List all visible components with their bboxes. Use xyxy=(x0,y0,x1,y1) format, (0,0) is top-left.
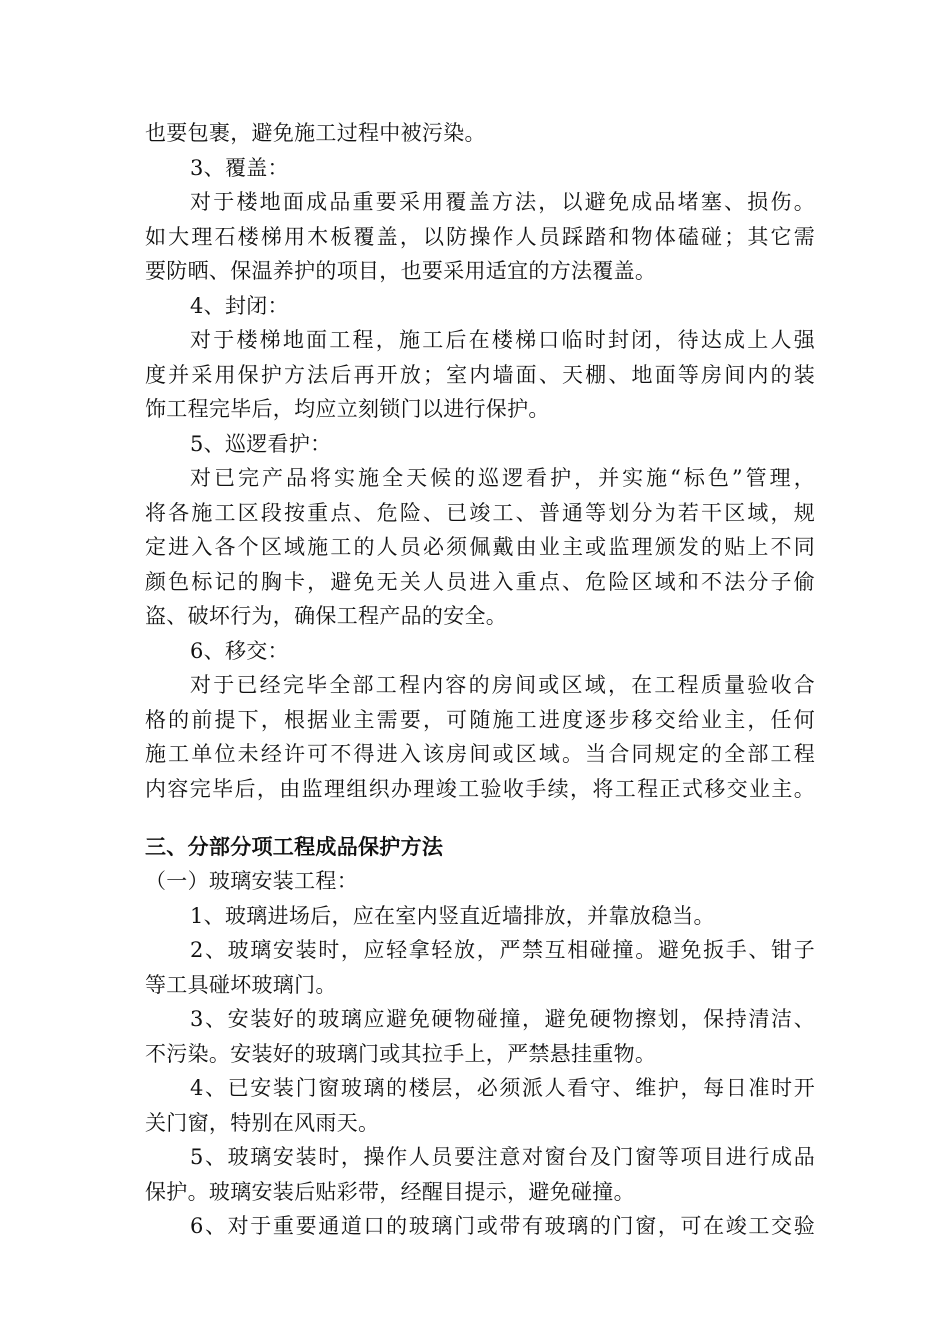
item-heading-cover: 3、覆盖： xyxy=(190,155,289,180)
list-item: 2、玻璃安装时，应轻拿轻放，严禁互相碰撞。避免扳手、钳子 xyxy=(190,938,815,962)
paragraph-line: 将各施工区段按重点、危险、已竣工、普通等划分为若干区域，规 xyxy=(145,500,815,525)
paragraph-line: 如大理石楼梯用木板覆盖，以防操作人员踩踏和物体磕碰；其它需 xyxy=(145,224,815,249)
paragraph-continuation: 也要包裹，避免施工过程中被污染。 xyxy=(145,121,486,145)
list-item-continuation: 保护。玻璃安装后贴彩带，经醒目提示，避免碰撞。 xyxy=(145,1179,635,1204)
paragraph-line: 要防晒、保温养护的项目，也要采用适宜的方法覆盖。 xyxy=(145,259,657,283)
item-heading-seal: 4、封闭： xyxy=(190,293,289,318)
paragraph-line: 对于已经完毕全部工程内容的房间或区域，在工程质量验收合 xyxy=(190,673,815,697)
list-item-continuation: 不污染。安装好的玻璃门或其拉手上，严禁悬挂重物。 xyxy=(145,1041,657,1066)
list-item: 4、已安装门窗玻璃的楼层，必须派人看守、维护，每日准时开 xyxy=(190,1076,815,1100)
list-item: 5、玻璃安装时，操作人员要注意对窗台及门窗等项目进行成品 xyxy=(190,1145,815,1169)
document-page xyxy=(145,116,815,1244)
list-item-continuation: 关门窗，特别在风雨天。 xyxy=(145,1110,380,1135)
paragraph-line: 度并采用保护方法后再开放；室内墙面、天棚、地面等房间内的装 xyxy=(145,362,815,387)
list-item-continuation: 等工具碰坏玻璃门。 xyxy=(145,972,337,997)
list-item: 6、对于重要通道口的玻璃门或带有玻璃的门窗，可在竣工交验 xyxy=(190,1214,815,1238)
list-item: 1、玻璃进场后，应在室内竖直近墙排放，并靠放稳当。 xyxy=(190,903,715,928)
paragraph-line: 施工单位未经许可不得进入该房间或区域。当合同规定的全部工程 xyxy=(145,742,815,766)
paragraph-line: 定进入各个区域施工的人员必须佩戴由业主或监理颁发的贴上不同 xyxy=(145,535,815,559)
paragraph-line: 格的前提下，根据业主需要，可随施工进度逐步移交给业主，任何 xyxy=(145,707,815,732)
paragraph-line: 对已完产品将实施全天候的巡逻看护，并实施“标色”管理， xyxy=(190,466,815,490)
paragraph-line: 饰工程完毕后，均应立刻锁门以进行保护。 xyxy=(145,397,550,421)
paragraph-line: 内容完毕后，由监理组织办理竣工验收手续，将工程正式移交业主。 xyxy=(145,776,815,801)
paragraph-line: 颜色标记的胸卡，避免无关人员进入重点、危险区域和不法分子偷 xyxy=(145,569,815,594)
list-item: 3、安装好的玻璃应避免硬物碰撞，避免硬物擦划，保持清洁、 xyxy=(190,1007,815,1031)
paragraph-line: 对于楼地面成品重要采用覆盖方法，以避免成品堵塞、损伤。 xyxy=(190,190,815,214)
subsection-title: （一）玻璃安装工程： xyxy=(145,869,358,893)
item-heading-patrol: 5、巡逻看护： xyxy=(190,431,332,456)
item-heading-handover: 6、移交： xyxy=(190,638,289,663)
paragraph-line: 盗、破坏行为，确保工程产品的安全。 xyxy=(145,604,508,628)
paragraph-line: 对于楼梯地面工程，施工后在楼梯口临时封闭，待达成上人强 xyxy=(190,328,815,352)
section-title: 三、分部分项工程成品保护方法 xyxy=(145,835,444,859)
